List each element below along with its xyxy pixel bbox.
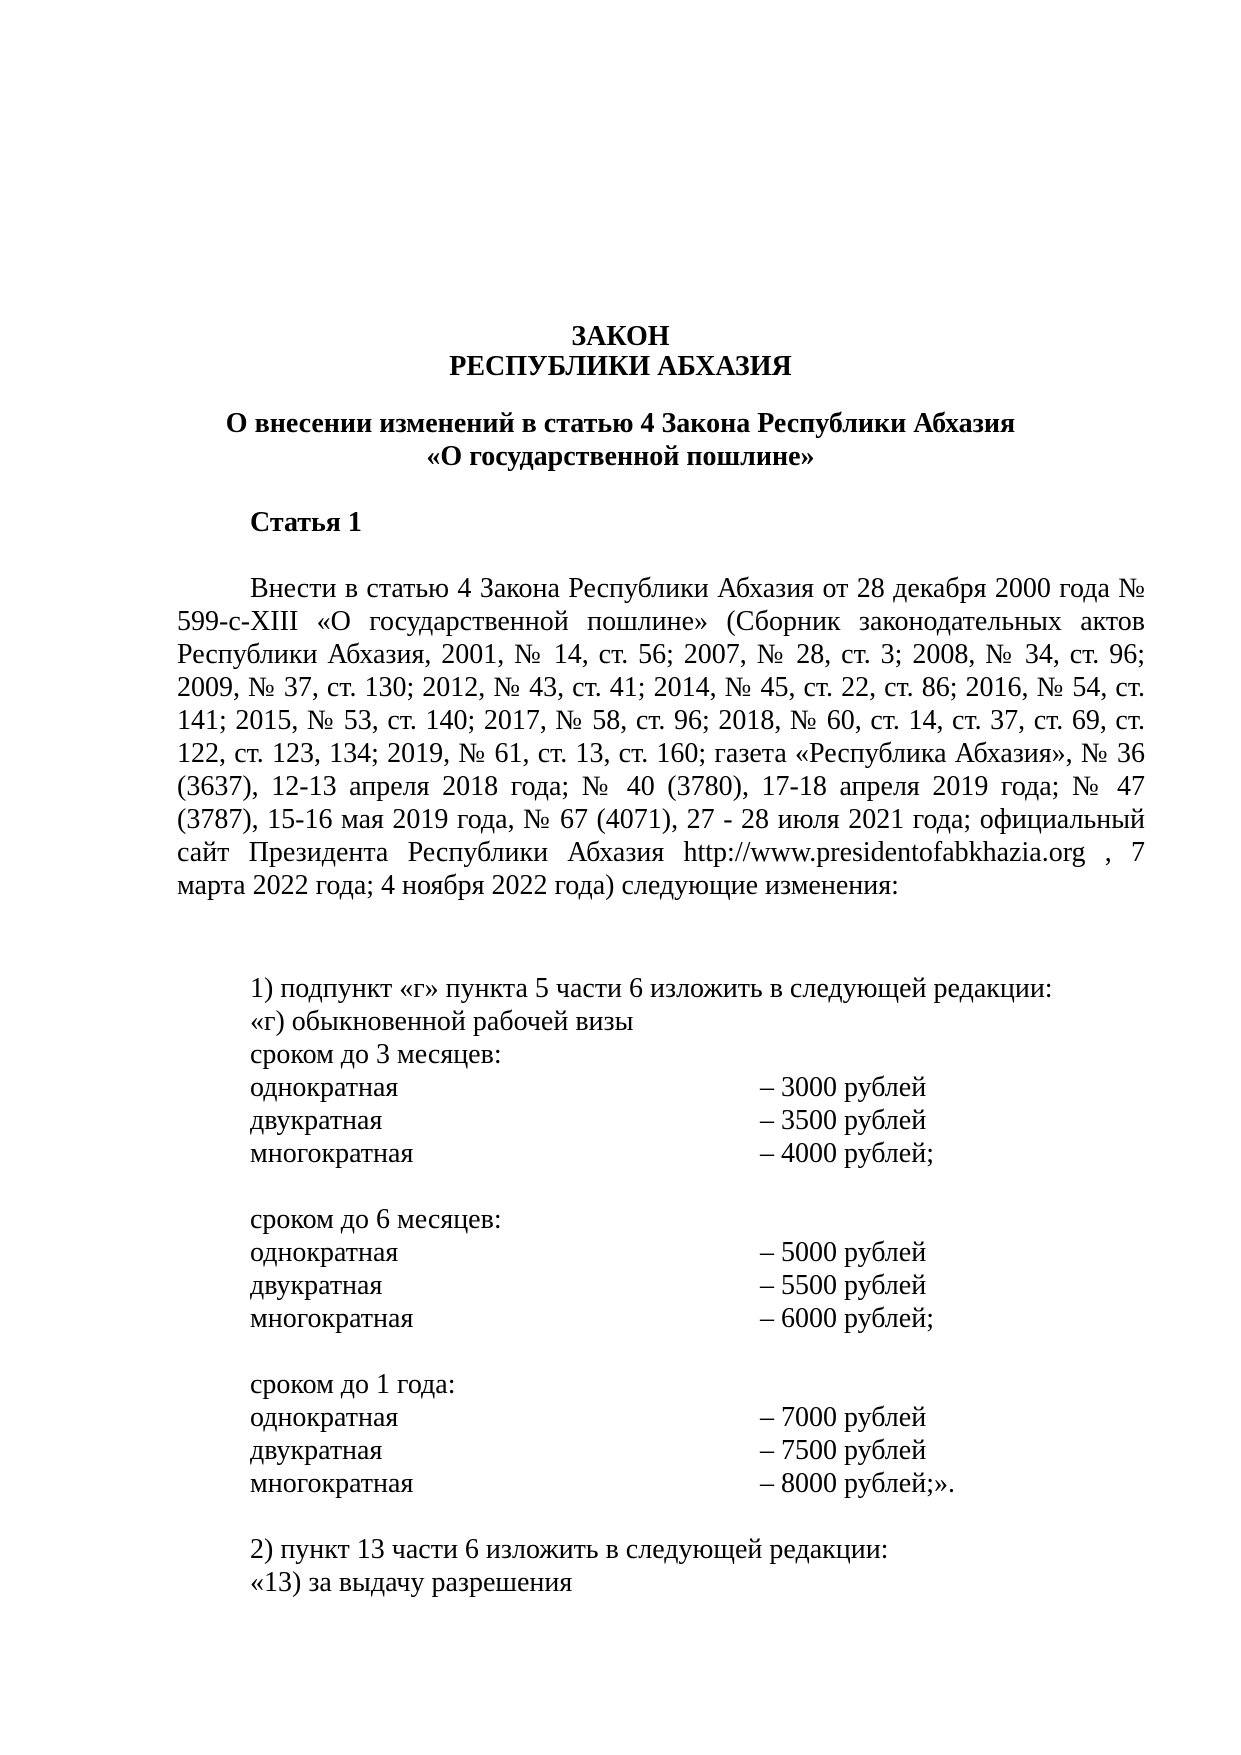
fee-amount: – 5000 рублей <box>760 1237 927 1268</box>
fee-amount: – 3500 рублей <box>760 1105 927 1136</box>
fee-type: однократная <box>250 1237 399 1268</box>
fee-amount: – 6000 рублей; <box>760 1303 934 1334</box>
fee-row <box>250 1137 1150 1170</box>
article-intro-paragraph: Внести в статью 4 Закона Республики Абхазия от 28 декабря 2000 года № 599-с-XIII «О государственной пошлине» (Сборник законодательных актов Республики Абхазия, 2001, № 14, ст. 56; 2007, № 28, ст. 3; 2008, № 34, ст. 96; 2009, № 37, ст. 130; 2012, № 43, ст. 41; 2014, № 45, ст. 22, ст. 86; 2016, № 54, ст. 141; 2015, № 53, ст. 140; 2017, № 58, ст. 96; 2018, № 60, ст. 14, ст. 37, ст. 69, ст. 122, ст. 123, 134; 2019, № 61, ст. 13, ст. 160; газета «Республика Абхазия», № 36 (3637), 12-13 апреля 2018 года; № 40 (3780), 17-18 апреля 2019 года; № 47 (3787), 15-16 мая 2019 года, № 67 (4071), 27 - 28 июля 2021 года; официальный сайт Президента Республики Абхазия http://www.presidentofabkhazia.org , 7 марта 2022 года; 4 ноября 2022 года) следующие изменения: <box>177 573 1145 901</box>
fee-amount: – 8000 рублей;». <box>760 1468 955 1499</box>
fee-amount: – 3000 рублей <box>760 1072 927 1103</box>
term-label: сроком до 3 месяцев: <box>250 1039 502 1070</box>
fee-row <box>250 1401 1150 1434</box>
term-label: сроком до 1 года: <box>250 1369 456 1400</box>
fee-type: однократная <box>250 1072 399 1103</box>
fee-type: многократная <box>250 1468 414 1499</box>
item-1-line-2: «г) обыкновенной рабочей визы <box>250 1006 634 1037</box>
law-subtitle: РЕСПУБЛИКИ АБХАЗИЯ <box>449 351 792 382</box>
law-title: ЗАКОН <box>571 321 670 352</box>
item-2-line-1: 2) пункт 13 части 6 изложить в следующей редакции: <box>250 1534 889 1565</box>
item-1-line-1: 1) подпункт «г» пункта 5 части 6 изложить в следующей редакции: <box>250 973 1053 1004</box>
item-2-line-2: «13) за выдачу разрешения <box>250 1567 573 1598</box>
fee-row <box>250 1302 1150 1335</box>
fee-amount: – 4000 рублей; <box>760 1138 934 1169</box>
fee-row <box>250 1434 1150 1467</box>
document-heading-line-2: «О государственной пошлине» <box>426 441 815 472</box>
term-label: сроком до 6 месяцев: <box>250 1204 502 1235</box>
fee-row <box>250 1467 1150 1500</box>
fee-amount: – 5500 рублей <box>760 1270 927 1301</box>
fee-row <box>250 1071 1150 1104</box>
fee-row <box>250 1236 1150 1269</box>
fee-row <box>250 1269 1150 1302</box>
article-heading: Статья 1 <box>250 507 362 538</box>
fee-row <box>250 1104 1150 1137</box>
document-heading-line-1: О внесении изменений в статью 4 Закона Республики Абхазия <box>225 408 1016 439</box>
fee-type: двукратная <box>250 1270 383 1301</box>
fee-type: двукратная <box>250 1435 383 1466</box>
fee-amount: – 7000 рублей <box>760 1402 927 1433</box>
fee-type: многократная <box>250 1303 414 1334</box>
fee-type: однократная <box>250 1402 399 1433</box>
fee-type: двукратная <box>250 1105 383 1136</box>
fee-amount: – 7500 рублей <box>760 1435 927 1466</box>
fee-type: многократная <box>250 1138 414 1169</box>
